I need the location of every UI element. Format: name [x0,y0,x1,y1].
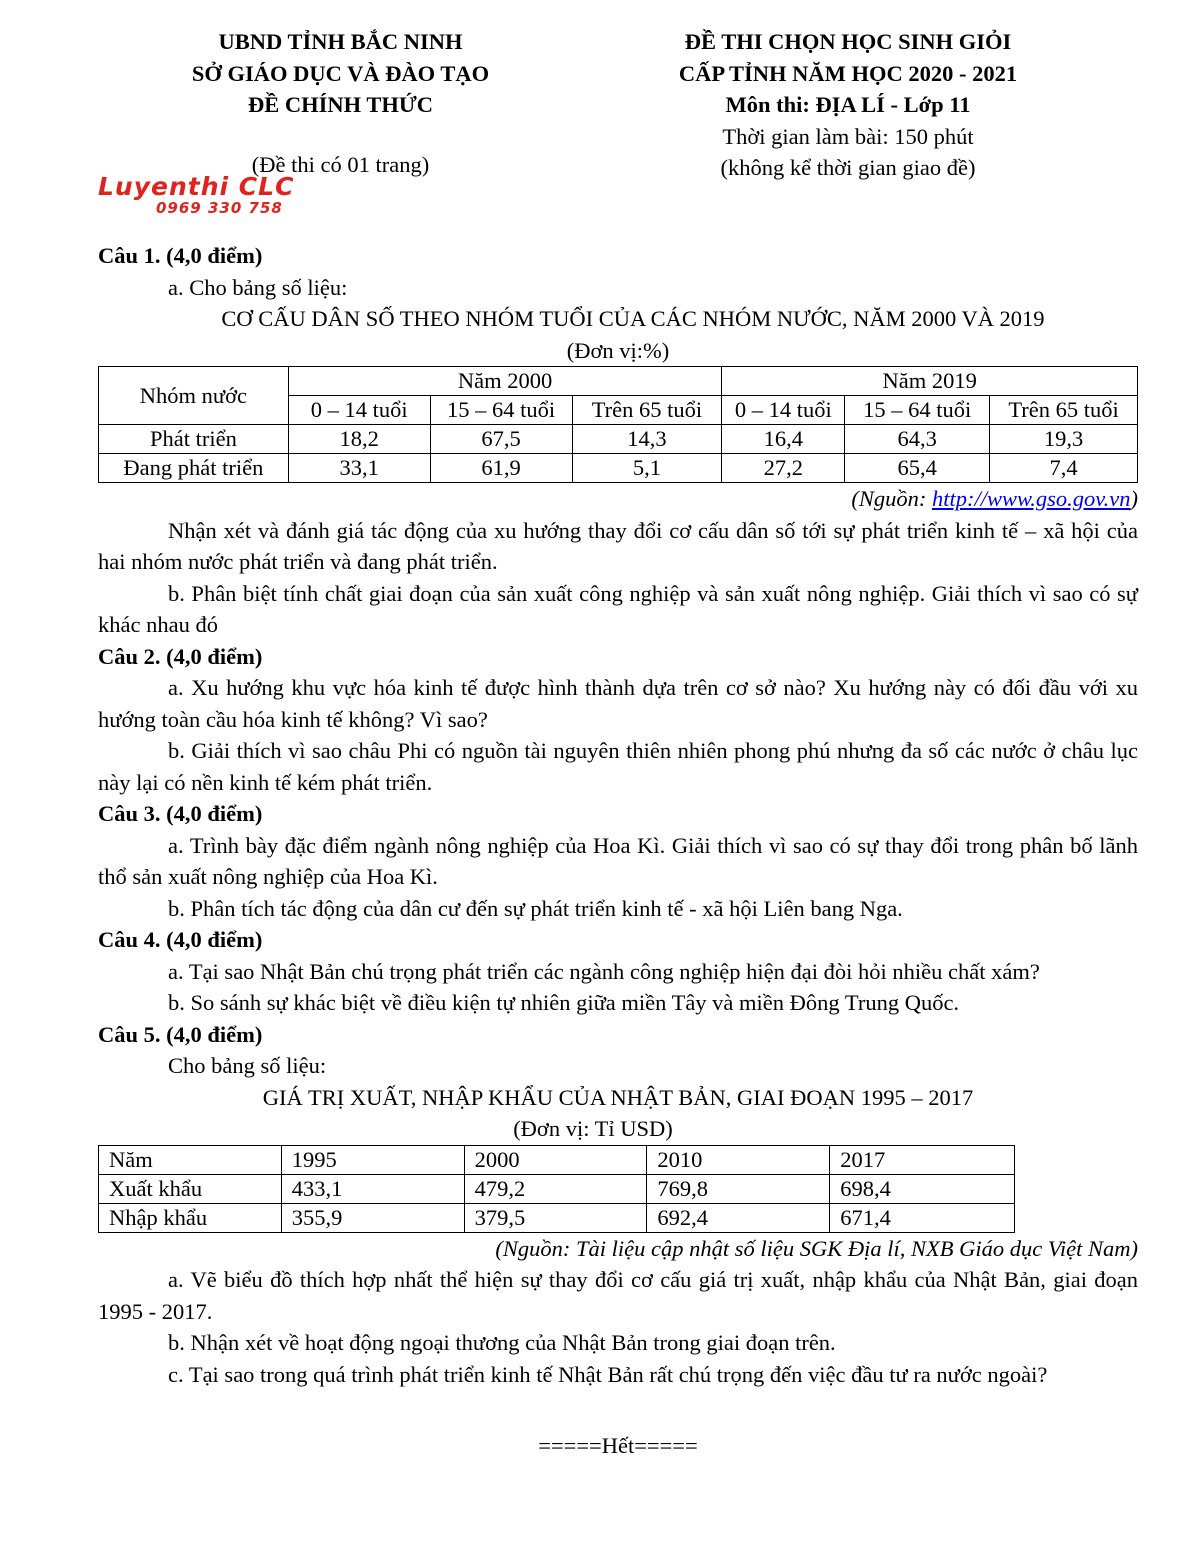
table-cell: 18,2 [288,425,430,454]
brand-phone: 0969 330 758 [156,199,283,217]
q3-title: Câu 3. (4,0 điểm) [98,801,263,826]
table-cell: 698,4 [830,1174,1015,1203]
table-cell: 355,9 [281,1203,464,1232]
exam-content [98,240,1138,1462]
end-marker: =====Hết===== [538,1433,698,1458]
table-header-row [99,367,1138,396]
q1-source [98,483,1138,515]
q5-a-text: a. Vẽ biểu đồ thích hợp nhất thể hiện sự thay đổi cơ cấu giá trị xuất, nhập khẩu của Nhật Bản, giai đoạn 1995 - 2017. [98,1267,1138,1324]
q2-a-text: a. Xu hướng khu vực hóa kinh tế được hình thành dựa trên cơ sở nào? Xu hướng này có đối đầu với xu hướng toàn cầu hóa kinh tế không? Vì sao? [98,675,1138,732]
table-cell: 2000 [464,1145,647,1174]
population-structure-table [98,366,1138,483]
q2-title: Câu 2. (4,0 điểm) [98,643,263,669]
table-row [99,1174,1015,1203]
group-header-cell: Nhóm nước [99,367,289,425]
q5-source: (Nguồn: Tài liệu cập nhật số liệu SGK Địa lí, NXB Giáo dục Việt Nam) [495,1235,1138,1261]
q5-c-text: c. Tại sao trong quá trình phát triển kinh tế Nhật Bản rất chú trọng đến việc đầu tư ra nước ngoài? [168,1361,1048,1387]
q4-title: Câu 4. (4,0 điểm) [98,927,263,952]
header-right [598,26,1098,184]
age-header: Trên 65 tuổi [990,396,1138,425]
exam-subject: Môn thi: ĐỊA LÍ - Lớp 11 [725,92,971,117]
exam-page [98,26,1138,1458]
table-cell: 5,1 [572,454,722,483]
table-cell: 33,1 [288,454,430,483]
gso-link[interactable]: http://www.gso.gov.vn [931,486,1131,511]
table-cell: 1995 [281,1145,464,1174]
year-2019-header: Năm 2019 [722,367,1138,396]
exam-level-year: CẤP TỈNH NĂM HỌC 2020 - 2021 [678,60,1018,86]
table-cell: 7,4 [990,454,1138,483]
table-cell: 19,3 [990,425,1138,454]
q1-table-unit: (Đơn vị:%) [566,337,670,363]
table-cell: 27,2 [722,454,845,483]
table-cell: 692,4 [647,1203,830,1232]
q3-b-text: b. Phân tích tác động của dân cư đến sự phát triển kinh tế - xã hội Liên bang Nga. [168,895,903,921]
age-header: Trên 65 tuổi [572,396,722,425]
table-row [99,425,1138,454]
header-left [98,26,583,180]
q5-title: Câu 5. (4,0 điểm) [98,1021,263,1047]
source-prefix: (Nguồn: [851,486,932,511]
table-cell: 64,3 [845,425,990,454]
brand-logo-text: Luyenthi CLC [98,172,295,201]
year-2000-header: Năm 2000 [288,367,722,396]
table-cell: 2017 [830,1145,1015,1174]
table-cell: Xuất khẩu [99,1174,282,1203]
q2-b-text: b. Giải thích vì sao châu Phi có nguồn tài nguyên thiên nhiên phong phú nhưng đa số các nước ở châu lục này lại có nền kinh tế kém phát triển. [98,738,1138,795]
table-cell: 379,5 [464,1203,647,1232]
q5-intro: Cho bảng số liệu: [168,1053,327,1078]
exam-time-note: (không kể thời gian giao đề) [720,155,976,180]
table-cell: 769,8 [647,1174,830,1203]
row-label: Đang phát triển [99,454,289,483]
q1-b-text: b. Phân biệt tính chất giai đoạn của sản xuất công nghiệp và sản xuất nông nghiệp. Giải thích vì sao có sự khác nhau đó [98,580,1138,637]
q1-table-title: CƠ CẤU DÂN SỐ THEO NHÓM TUỔI CỦA CÁC NHÓM NƯỚC, NĂM 2000 VÀ 2019 [221,306,1045,331]
q5-b-text: b. Nhận xét về hoạt động ngoại thương của Nhật Bản trong giai đoạn trên. [168,1330,836,1355]
table-cell: Nhập khẩu [99,1203,282,1232]
exam-header [98,26,1138,180]
official-label: ĐỀ CHÍNH THỨC [247,92,434,117]
age-header: 15 – 64 tuổi [430,396,572,425]
table-cell: 479,2 [464,1174,647,1203]
exam-title: ĐỀ THI CHỌN HỌC SINH GIỎI [684,29,1012,54]
age-header: 15 – 64 tuổi [845,396,990,425]
page-count-note: (Đề thi có 01 trang) [251,151,430,177]
brand-logo [98,174,318,222]
q4-b-text: b. So sánh sự khác biệt về điều kiện tự nhiên giữa miền Tây và miền Đông Trung Quốc. [168,990,960,1015]
q5-table-unit: (Đơn vị: Tỉ USD) [513,1116,673,1141]
q3-a-text: a. Trình bày đặc điểm ngành nông nghiệp của Hoa Kì. Giải thích vì sao có sự thay đổi trong phân bố lãnh thổ sản xuất nông nghiệp của Hoa Kì. [98,832,1138,889]
source-suffix: ) [1130,486,1138,511]
table-cell: 2010 [647,1145,830,1174]
exam-time: Thời gian làm bài: 150 phút [722,123,974,149]
table-cell: 65,4 [845,454,990,483]
table-cell: 67,5 [430,425,572,454]
table-cell: 14,3 [572,425,722,454]
department-line: SỞ GIÁO DỤC VÀ ĐÀO TẠO [191,60,490,86]
table-cell: 16,4 [722,425,845,454]
trade-value-table [98,1145,1015,1233]
table-row [99,454,1138,483]
table-header-row [99,1145,1015,1174]
q1-a-text: Nhận xét và đánh giá tác động của xu hướng thay đổi cơ cấu dân số tới sự phát triển kinh tế – xã hội của hai nhóm nước phát triển và đang phát triển. [98,517,1138,574]
table-cell: Năm [99,1145,282,1174]
table-cell: 671,4 [830,1203,1015,1232]
q5-table-title: GIÁ TRỊ XUẤT, NHẬP KHẨU CỦA NHẬT BẢN, GIAI ĐOẠN 1995 – 2017 [262,1084,974,1110]
row-label: Phát triển [99,425,289,454]
q1-title: Câu 1. (4,0 điểm) [98,243,263,268]
age-header: 0 – 14 tuổi [722,396,845,425]
q1-a-intro: a. Cho bảng số liệu: [168,274,348,300]
table-cell: 61,9 [430,454,572,483]
table-cell: 433,1 [281,1174,464,1203]
age-header: 0 – 14 tuổi [288,396,430,425]
authority-line: UBND TỈNH BẮC NINH [218,29,463,54]
q4-a-text: a. Tại sao Nhật Bản chú trọng phát triển các ngành công nghiệp hiện đại đòi hỏi nhiều chất xám? [168,958,1040,984]
table-row [99,1203,1015,1232]
